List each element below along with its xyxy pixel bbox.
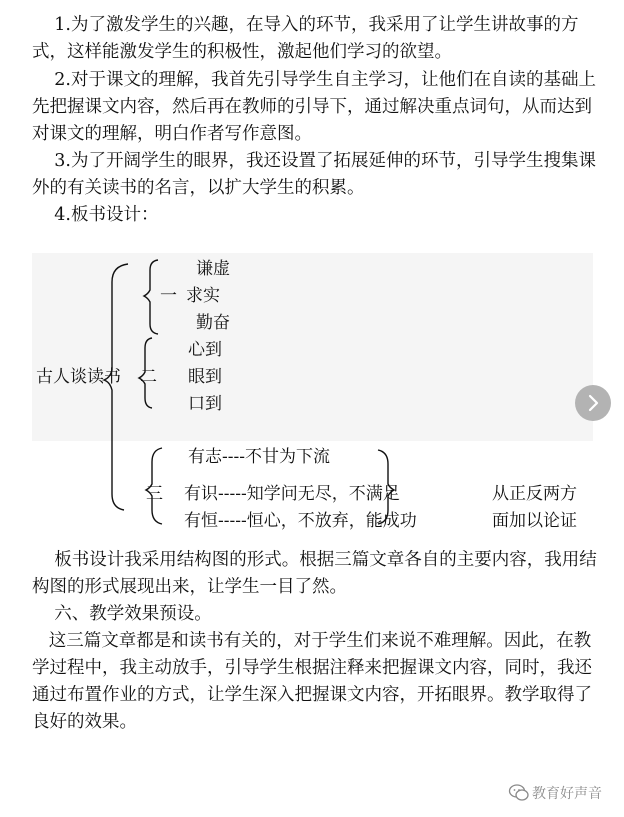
board-root: 古人谈读书 <box>36 367 121 387</box>
paragraph-1: 1.为了激发学生的兴趣，在导入的环节，我采用了让学生讲故事的方式，这样能激发学生的积极性，激起他们学习的欲望。 <box>32 15 579 62</box>
watermark <box>508 780 618 806</box>
board-two-item-1: 心到 <box>188 340 222 360</box>
chevron-right-icon <box>575 385 611 421</box>
paragraph-4: 4.板书设计： <box>32 205 159 225</box>
board-one-item-1: 谦虚 <box>196 259 230 279</box>
board-two-marker: 二 <box>140 367 157 387</box>
next-slide-button[interactable] <box>575 385 611 421</box>
paragraph-6: 六、教学效果预设。 <box>32 604 212 624</box>
root-brace <box>104 264 128 510</box>
paragraph-7: 这三篇文章都是和读书有关的，对于学生们来说不难理解。因此，在教学过程中，我主动放手，引导学生根据注释来把握课文内容，同时，我还通过布置作业的方式，让学生深入把握课文内容，开拓眼界。教学取得了良好的效果。 <box>32 631 592 732</box>
paragraph-5: 板书设计我采用结构图的形式。根据三篇文章各自的主要内容，我用结构图的形式展现出来，让学生一目了然。 <box>32 550 597 597</box>
board-three-line-1: 有志----不甘为下流 <box>188 447 330 467</box>
board-one-marker: 一 <box>160 286 177 306</box>
board-three-line-3: 有恒-----恒心，不放弃，能成功 <box>184 511 417 531</box>
brace-one <box>144 260 158 334</box>
paragraph-2: 2.对于课文的理解，我首先引导学生自主学习，让他们在自读的基础上先把握课文内容，然后再在教师的引导下，通过解决重点词句，从而达到对课文的理解，明白作者写作意图。 <box>32 70 596 144</box>
board-one-item-3: 勤奋 <box>196 313 230 333</box>
board-one-item-2: 求实 <box>186 286 220 306</box>
wechat-icon <box>508 782 530 804</box>
board-two-item-2: 眼到 <box>188 367 222 387</box>
board-three-line-2: 有识-----知学问无尽，不满足 <box>184 484 400 504</box>
watermark-text: 教育好声音 <box>532 786 602 802</box>
board-two-item-3: 口到 <box>188 394 222 414</box>
board-three-note-1: 从正反两方 <box>492 484 577 504</box>
board-three-note-2: 面加以论证 <box>492 511 577 531</box>
paragraph-3: 3.为了开阔学生的眼界，我还设置了拓展延伸的环节，引导学生搜集课外的有关读书的名言，以扩大学生的积累。 <box>32 151 596 198</box>
board-three-marker: 三 <box>146 484 163 504</box>
